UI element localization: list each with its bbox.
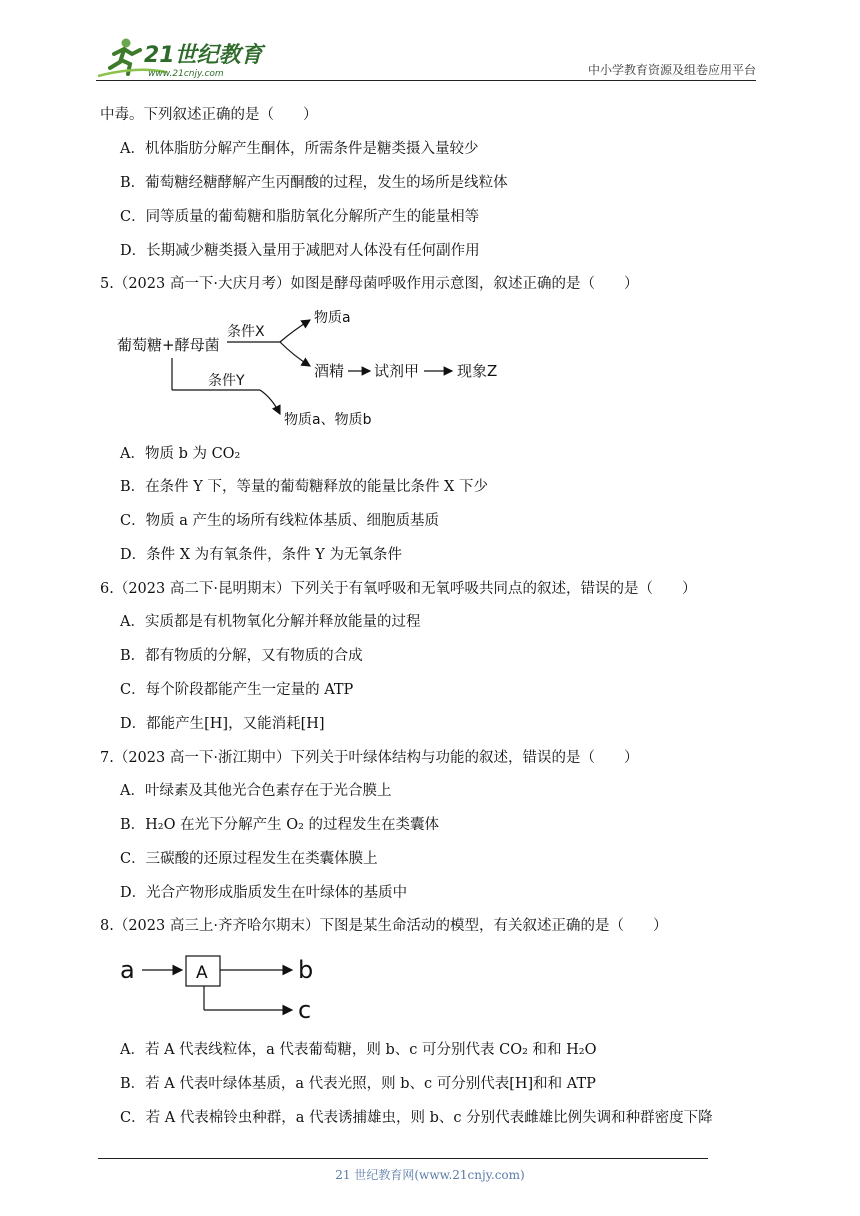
site-logo [96,36,266,80]
model-output-b: b [298,956,314,984]
diagram-cond-y: 条件Y [208,373,245,389]
q8-stem: 8.（2023 高三上·齐齐哈尔期末）下图是某生命活动的模型，有关叙述正确的是（ ） [100,918,668,934]
q4-option-b: B．葡萄糖经糖酵解产生丙酮酸的过程，发生的场所是线粒体 [120,175,508,191]
diagram-phenom: 现象Z [457,362,498,380]
q5-option-c: C．物质 a 产生的场所有线粒体基质、细胞质基质 [120,513,439,529]
model-input-a: a [120,956,135,984]
diagram-sub-a: 物质a [314,310,351,326]
q4-option-d: D．长期减少糖类摄入量用于减肥对人体没有任何副作用 [120,243,480,259]
q5-option-b: B．在条件 Y 下，等量的葡萄糖释放的能量比条件 X 下少 [120,479,488,495]
q8-option-c: C．若 A 代表棉铃虫种群，a 代表诱捕雄虫，则 b、c 分别代表雌雄比例失调和种群密度下降 [120,1110,713,1126]
page-footer: 21 世纪教育网(www.21cnjy.com) [335,1168,525,1182]
q7-option-a: A．叶绿素及其他光合色素存在于光合膜上 [120,783,392,799]
q8-option-a: A．若 A 代表线粒体，a 代表葡萄糖，则 b、c 可分别代表 CO₂ 和和 H₂O [120,1042,597,1058]
q7-option-c: C．三碳酸的还原过程发生在类囊体膜上 [120,851,378,867]
q6-option-b: B．都有物质的分解，又有物质的合成 [120,648,363,664]
model-output-c: c [298,996,312,1024]
q5-option-a: A．物质 b 为 CO₂ [120,446,241,462]
diagram-cond-x: 条件X [227,324,265,340]
q7-option-d: D．光合产物形成脂质发生在叶绿体的基质中 [120,885,408,901]
diagram-reagent: 试剂甲 [374,362,420,380]
q6-option-c: C．每个阶段都能产生一定量的 ATP [120,682,354,698]
q7-stem: 7.（2023 高一下·浙江期中）下列关于叶绿体结构与功能的叙述，错误的是（ ） [100,750,639,766]
q8-model-diagram [112,948,332,1028]
q6-option-a: A．实质都是有机物氧化分解并释放能量的过程 [120,614,421,630]
platform-name: 中小学教育资源及组卷应用平台 [587,63,756,77]
q5-option-d: D．条件 X 为有氧条件，条件 Y 为无氧条件 [120,547,402,563]
diagram-start: 葡萄糖+酵母菌 [117,336,220,354]
q5-stem: 5.（2023 高一下·大庆月考）如图是酵母菌呼吸作用示意图，叙述正确的是（ ） [100,276,639,292]
q5-yeast-respiration-diagram [112,302,532,432]
diagram-alcohol: 酒精 [314,362,345,380]
q4-stem-tail: 中毒。下列叙述正确的是（ ） [100,107,318,123]
header-divider [96,80,756,81]
q4-option-a: A．机体脂肪分解产生酮体，所需条件是糖类摄入量较少 [120,141,479,157]
q4-option-c: C．同等质量的葡萄糖和脂肪氧化分解所产生的能量相等 [120,209,480,225]
q6-stem: 6.（2023 高二下·昆明期末）下列关于有氧呼吸和无氧呼吸共同点的叙述，错误的是（ ） [100,581,697,597]
q7-option-b: B．H₂O 在光下分解产生 O₂ 的过程发生在类囊体 [120,817,440,833]
logo-url: www.21cnjy.com [148,69,224,79]
q6-option-d: D．都能产生[H]，又能消耗[H] [120,716,325,732]
diagram-sub-ab: 物质a、物质b [284,412,372,428]
logo-text: 21世纪教育 [144,43,263,68]
page-header [96,36,756,82]
q8-option-b: B．若 A 代表叶绿体基质，a 代表光照，则 b、c 可分别代表[H]和和 ATP [120,1076,596,1092]
model-box-a: A [196,963,208,983]
footer-divider [98,1158,708,1159]
